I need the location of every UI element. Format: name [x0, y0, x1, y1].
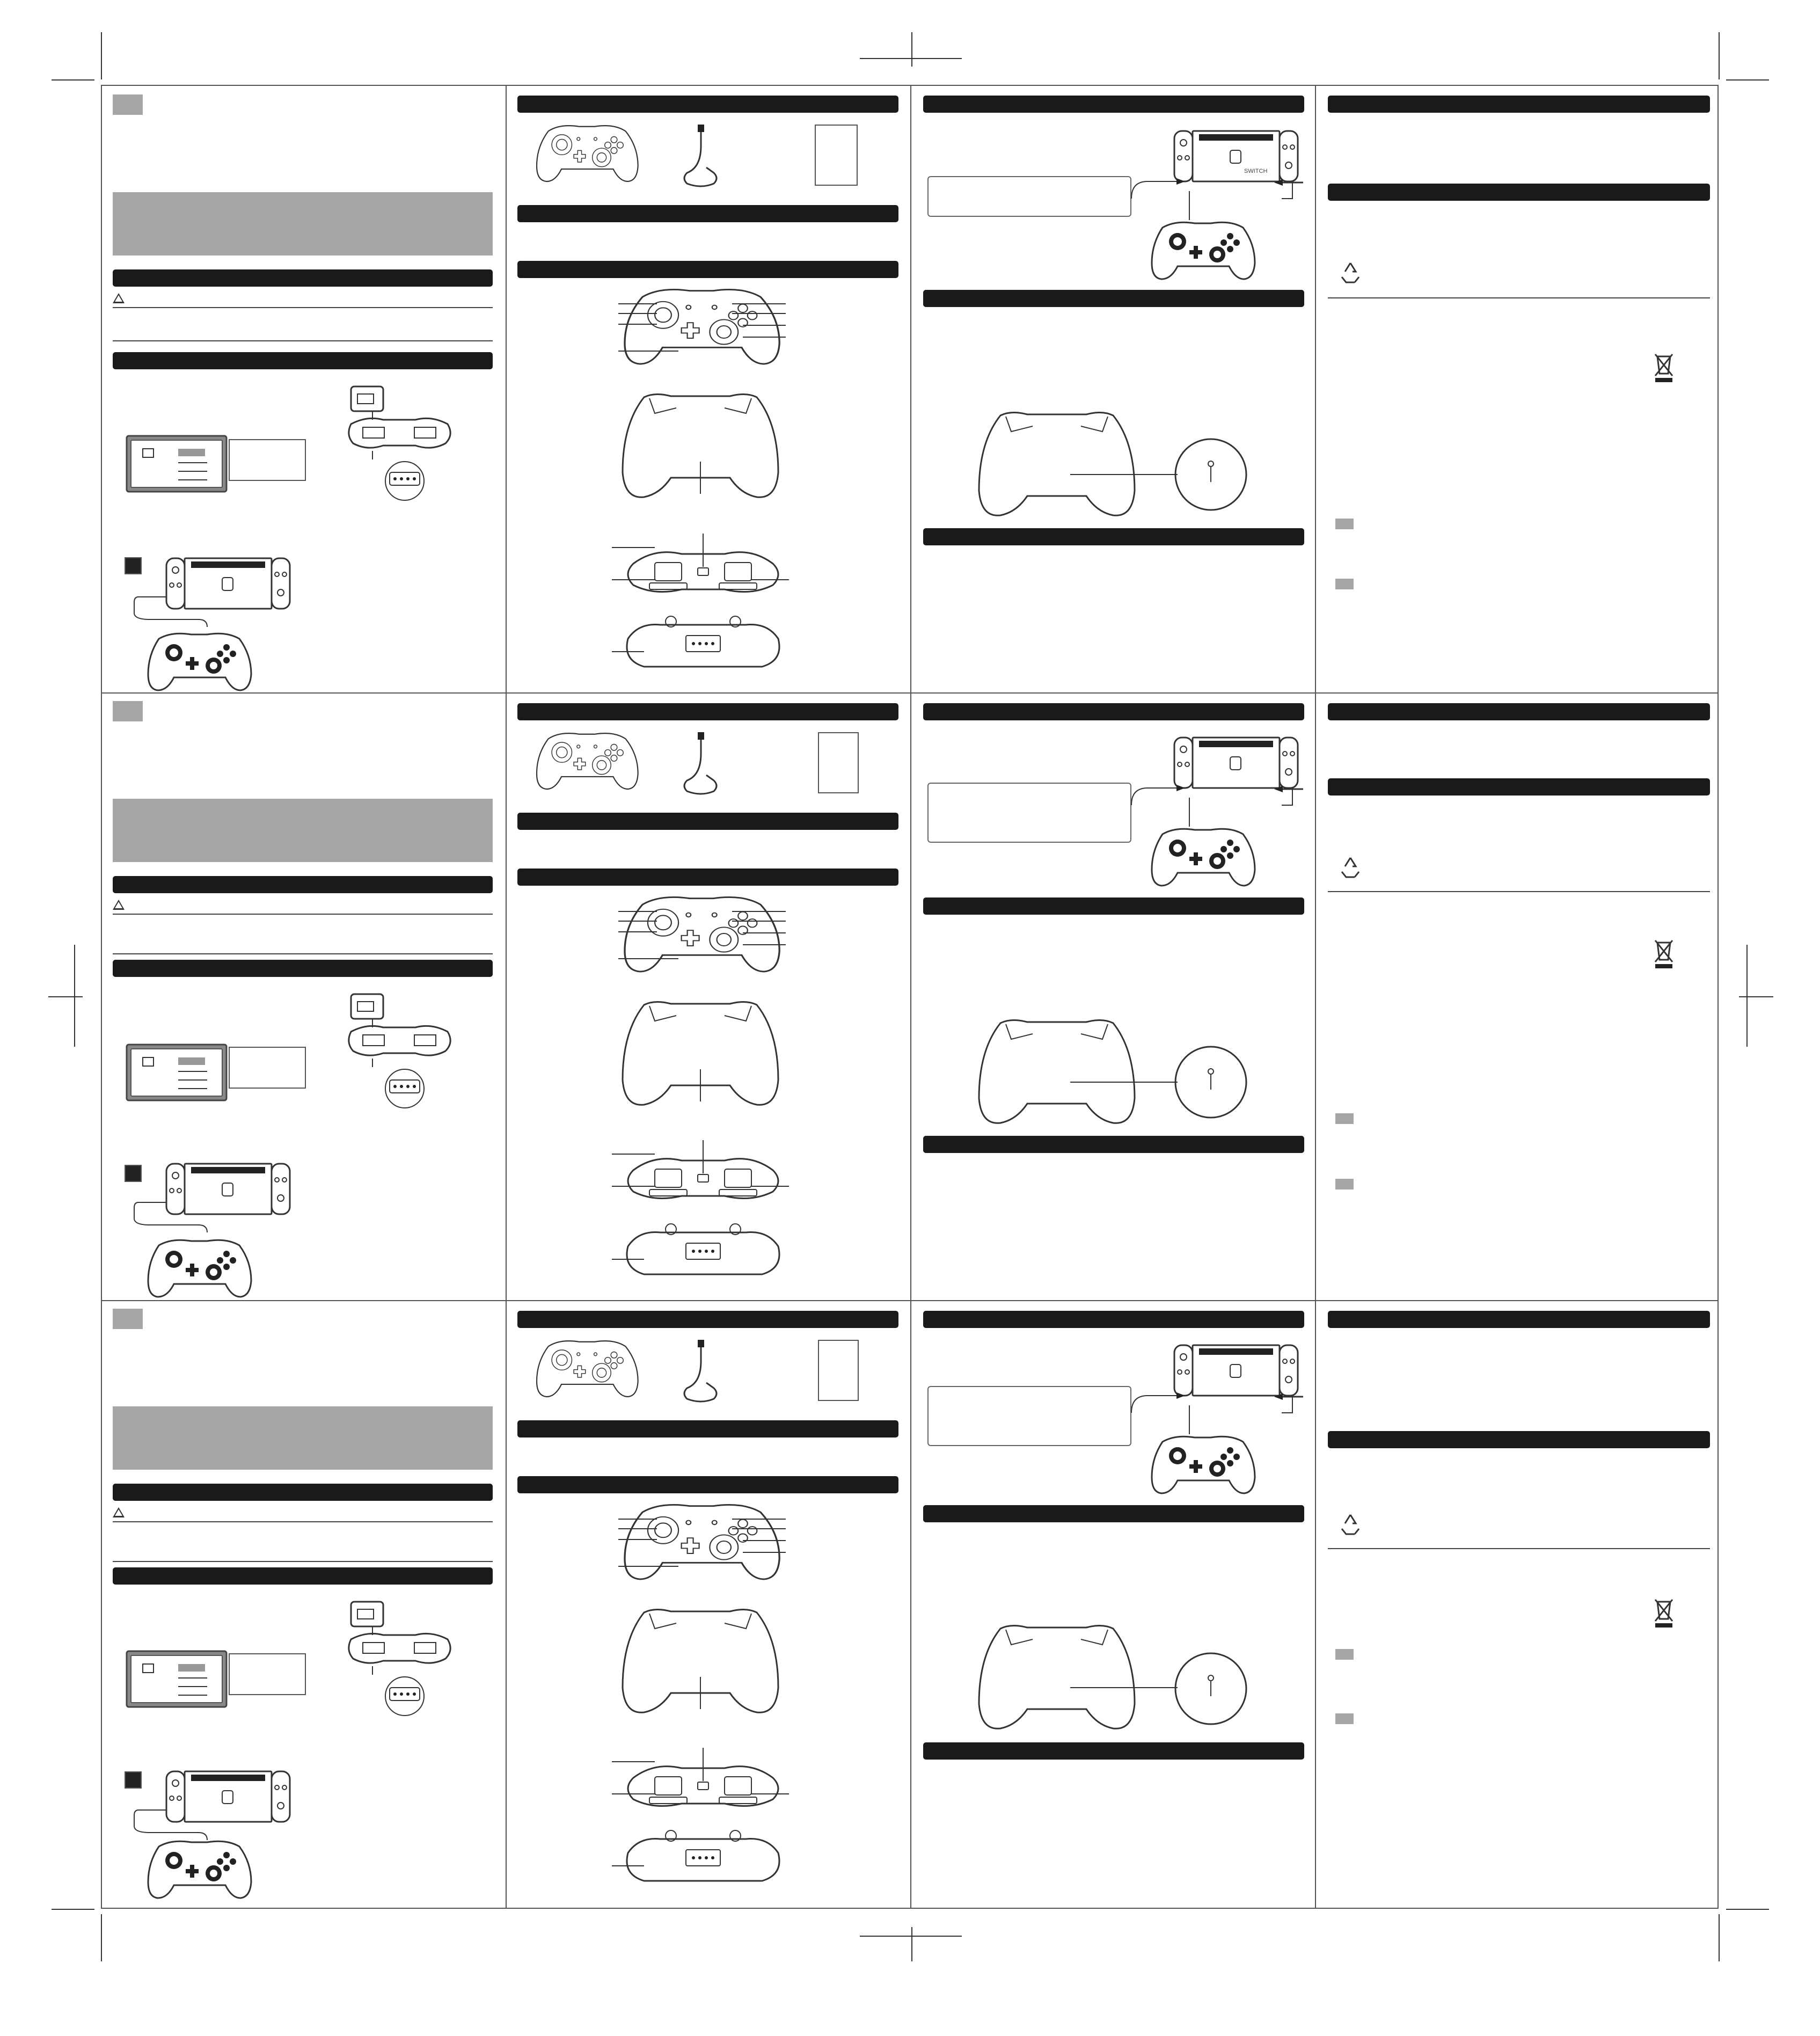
console-illustration — [166, 558, 295, 612]
controller-illustration — [1152, 220, 1259, 284]
pencil-note-icon — [125, 557, 142, 574]
recycle-icon — [1339, 856, 1362, 879]
recycle-icon — [1339, 1513, 1362, 1536]
warning-triangle-icon — [113, 900, 125, 910]
section-header-bar — [113, 352, 493, 369]
led-detail-magnifier — [1175, 1047, 1251, 1122]
section-header-bar — [1328, 1431, 1710, 1448]
controller-back-diagram — [623, 1607, 784, 1714]
usb-cable-illustration — [682, 1340, 725, 1410]
controller-back-diagram — [623, 999, 784, 1107]
led-detail-magnifier — [1175, 1653, 1251, 1728]
section-header-bar — [1328, 703, 1710, 720]
console-illustration — [1174, 738, 1303, 791]
language-tag — [113, 94, 143, 115]
controller-layout-diagram — [625, 894, 786, 1002]
notice-box — [113, 1406, 493, 1470]
section-header-bar — [113, 1484, 493, 1501]
pencil-note-icon — [125, 1771, 142, 1789]
manual-illustration — [815, 125, 858, 186]
notice-box — [113, 192, 493, 256]
controller-back-diagram — [979, 1623, 1140, 1731]
section-header-bar — [1328, 778, 1710, 796]
section-header-bar — [517, 1420, 898, 1437]
console-illustration — [166, 1771, 295, 1825]
language-tag-small — [1335, 519, 1354, 529]
console-settings-illustration — [127, 436, 229, 495]
console-illustration — [1174, 131, 1303, 185]
section-header-bar — [923, 703, 1304, 720]
warning-triangle-icon — [113, 293, 125, 303]
controller-front-illustration — [537, 1339, 677, 1420]
section-header-bar — [113, 960, 493, 977]
controller-illustration — [148, 1238, 255, 1302]
controller-back-diagram — [623, 392, 784, 499]
controller-illustration — [148, 631, 255, 696]
package-contents-header — [517, 1311, 898, 1328]
language-tag-small — [1335, 1113, 1354, 1124]
controller-connector-illustration — [351, 983, 458, 1112]
section-header-bar — [923, 1742, 1304, 1760]
controller-connector-illustration — [351, 376, 458, 505]
section-header-bar — [517, 261, 898, 278]
package-contents-header — [517, 96, 898, 113]
controller-top-diagram — [623, 1762, 784, 1815]
language-tag-small — [1335, 1649, 1354, 1660]
controller-back-diagram — [979, 1018, 1140, 1125]
controller-bottom-diagram — [623, 1225, 784, 1284]
language-tag — [113, 1309, 143, 1329]
console-logo: SWITCH — [1244, 168, 1268, 174]
section-header-bar — [1328, 96, 1710, 113]
section-header-bar — [517, 1476, 898, 1493]
callout-box — [927, 176, 1131, 217]
callout-box — [229, 439, 306, 481]
section-header-bar — [923, 290, 1304, 307]
section-header-bar — [113, 876, 493, 893]
callout-box — [927, 783, 1131, 843]
led-detail-magnifier — [1175, 439, 1251, 514]
section-header-bar — [517, 869, 898, 886]
controller-illustration — [148, 1839, 255, 1903]
section-header-bar — [923, 528, 1304, 545]
recycle-icon — [1339, 261, 1362, 284]
crossed-bin-icon — [1653, 938, 1675, 970]
section-header-bar — [113, 269, 493, 287]
section-header-bar — [1328, 1311, 1710, 1328]
controller-front-illustration — [537, 731, 677, 813]
callout-box — [927, 1386, 1131, 1446]
controller-layout-diagram — [625, 287, 786, 394]
language-tag-small — [1335, 1713, 1354, 1724]
controller-front-illustration — [537, 123, 677, 205]
section-header-bar — [517, 205, 898, 222]
crossed-bin-icon — [1653, 1597, 1675, 1630]
callout-box — [229, 1653, 306, 1695]
section-header-bar — [923, 897, 1304, 915]
pencil-note-icon — [125, 1165, 142, 1182]
warning-triangle-icon — [113, 1507, 125, 1517]
crossed-bin-icon — [1653, 352, 1675, 384]
notice-box — [113, 799, 493, 862]
language-tag — [113, 701, 143, 721]
controller-layout-diagram — [625, 1502, 786, 1609]
controller-top-diagram — [623, 1154, 784, 1208]
section-header-bar — [923, 1136, 1304, 1153]
manual-illustration — [818, 732, 859, 793]
package-contents-header — [517, 703, 898, 720]
section-header-bar — [1328, 184, 1710, 201]
controller-connector-illustration — [351, 1591, 458, 1720]
language-tag-small — [1335, 1179, 1354, 1190]
controller-illustration — [1152, 827, 1259, 891]
controller-bottom-diagram — [623, 617, 784, 676]
console-settings-illustration — [127, 1045, 229, 1104]
controller-bottom-diagram — [623, 1831, 784, 1891]
usb-cable-illustration — [682, 125, 725, 194]
section-header-bar — [113, 1567, 493, 1585]
section-header-bar — [923, 1505, 1304, 1522]
language-tag-small — [1335, 579, 1354, 589]
console-settings-illustration — [127, 1651, 229, 1710]
controller-back-diagram — [979, 410, 1140, 517]
section-header-bar — [923, 1311, 1304, 1328]
console-illustration — [166, 1164, 295, 1217]
controller-illustration — [1152, 1434, 1259, 1499]
usb-cable-illustration — [682, 732, 725, 802]
manual-illustration — [818, 1340, 859, 1401]
section-header-bar — [517, 813, 898, 830]
console-illustration — [1174, 1345, 1303, 1399]
section-header-bar — [923, 96, 1304, 113]
controller-top-diagram — [623, 548, 784, 601]
callout-box — [229, 1047, 306, 1089]
